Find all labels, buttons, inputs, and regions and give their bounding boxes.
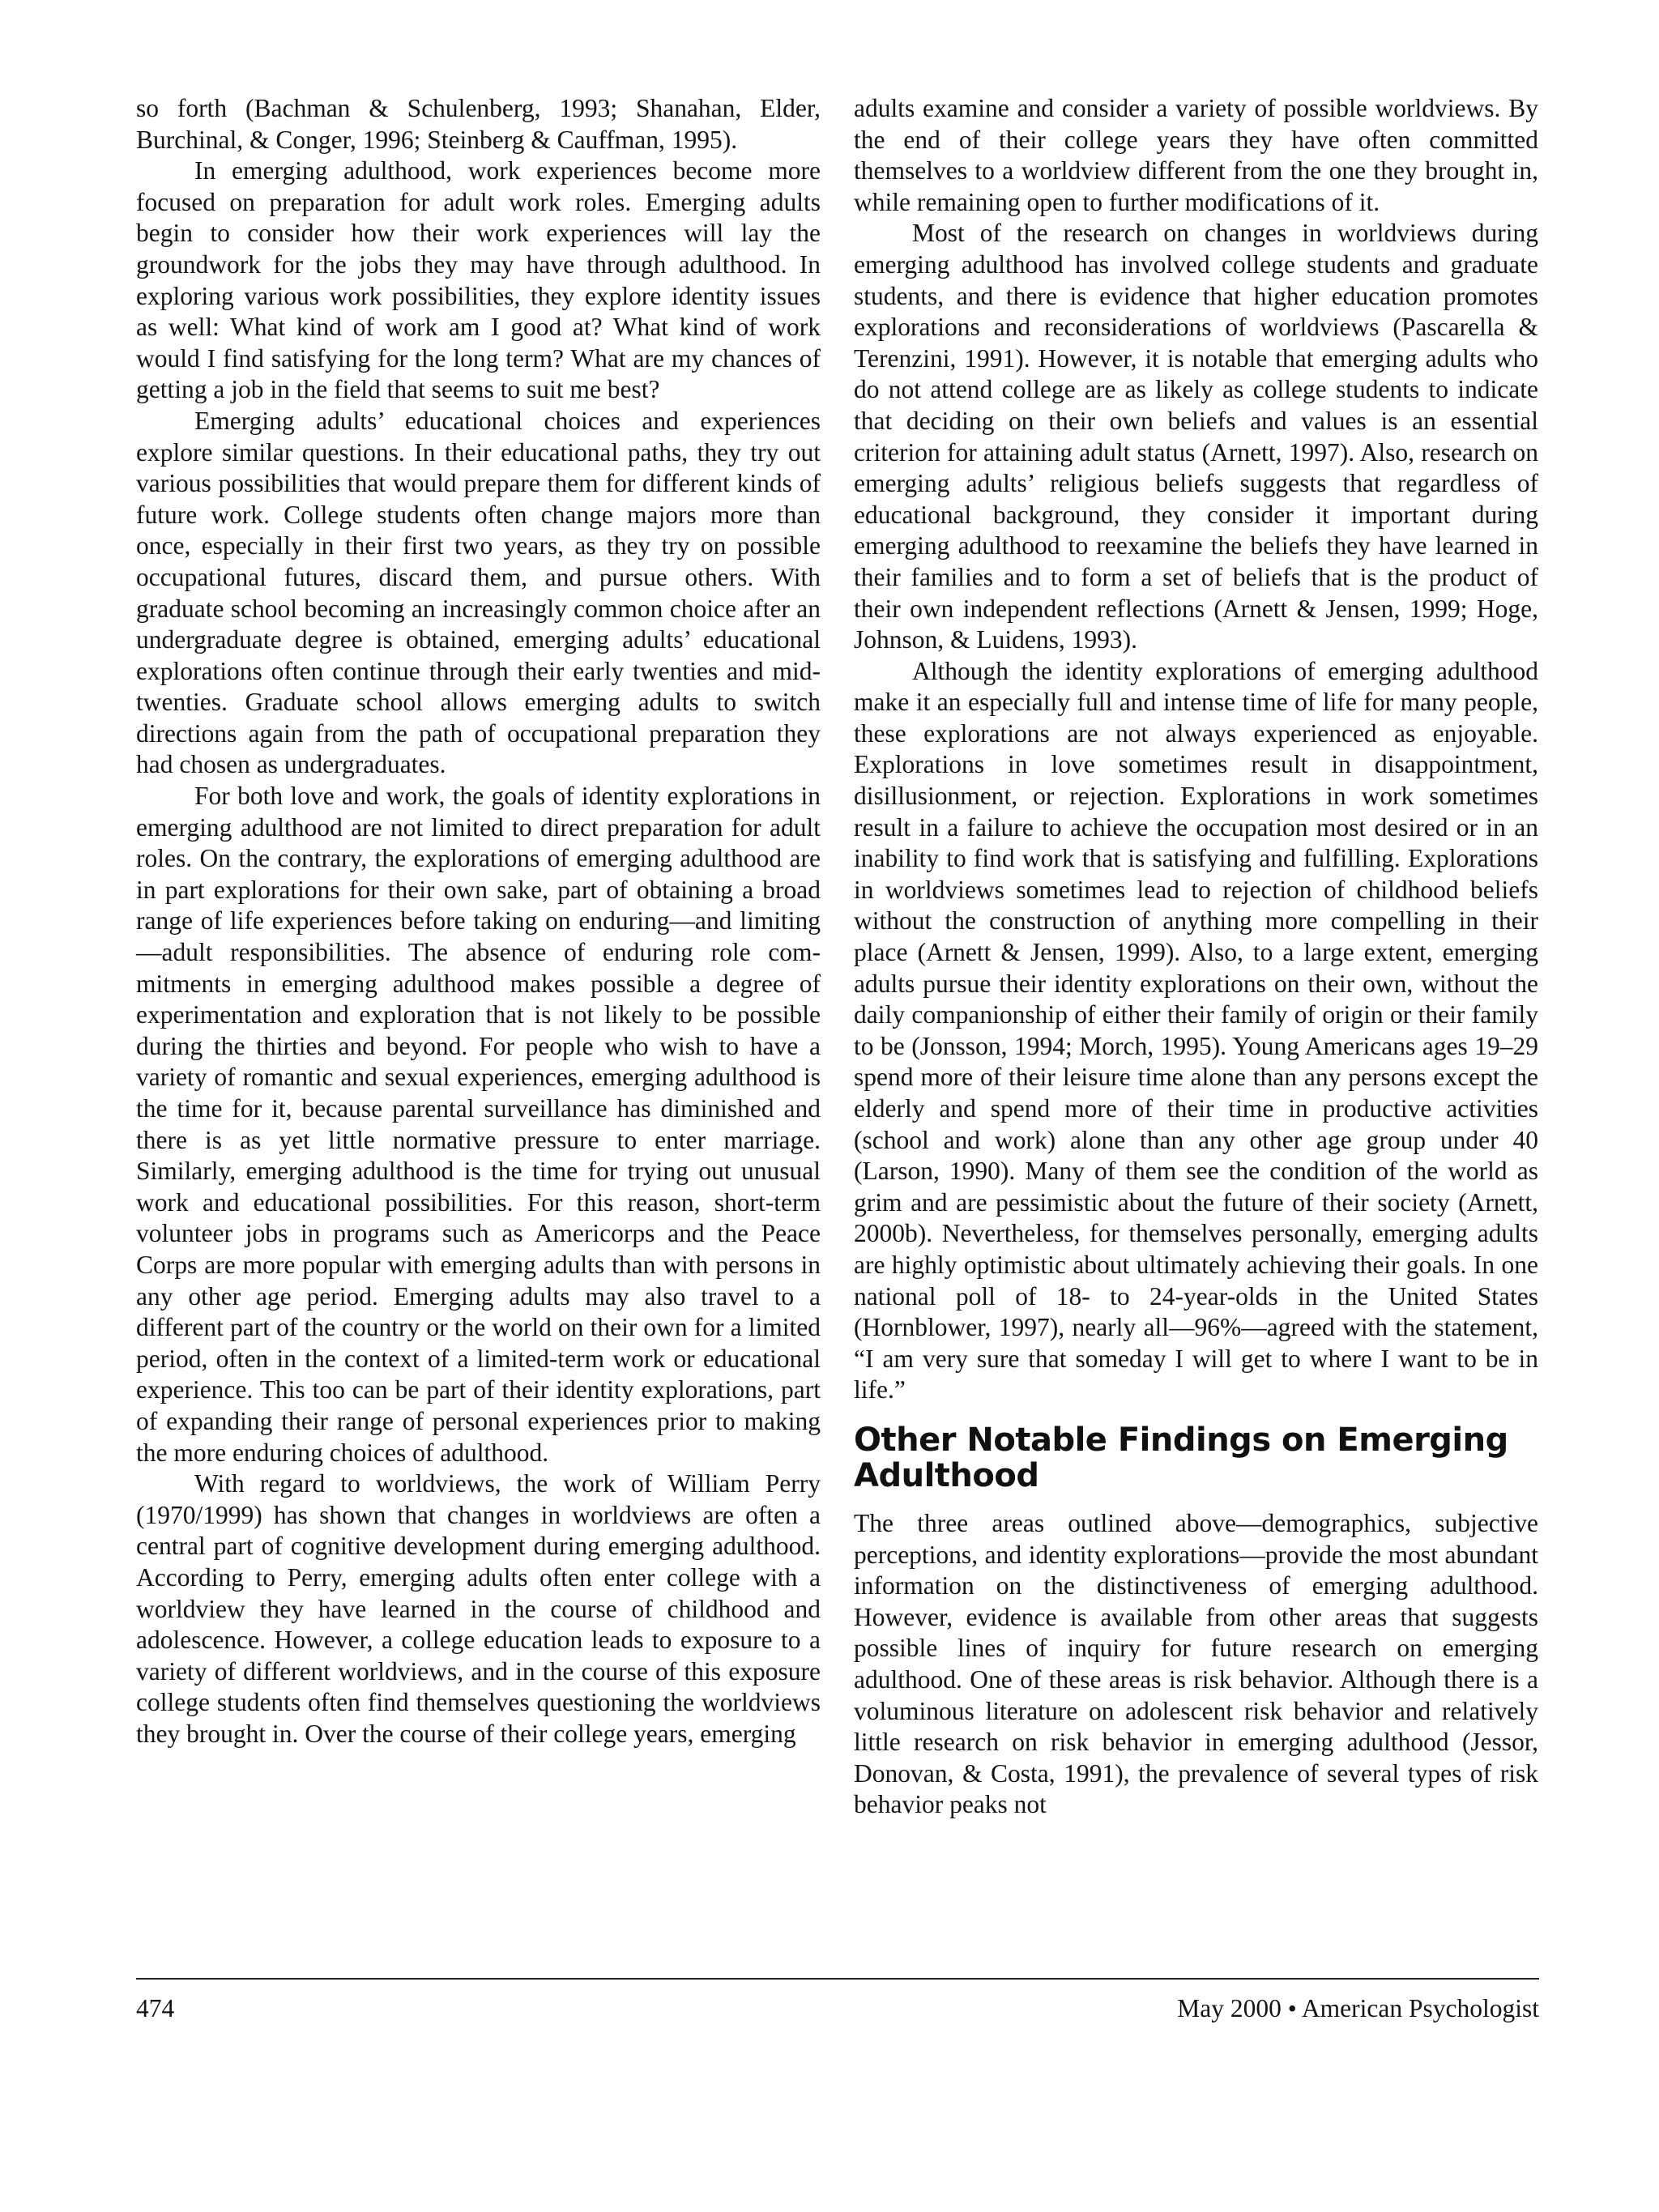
footer-divider xyxy=(136,1978,1539,1980)
paragraph: adults examine and consider a variety of possible worldviews. By the end of their college years they have often committed themselves to a worldview different from the one they brought in, while remaining open to further modifications of it. xyxy=(854,94,1538,216)
paragraph: For both love and work, the goals of identity explorations in emerging adulthood are not limited to direct preparation for adult roles. On the contrary, the explorations of emerging adulthood are in part explorations for their own sake, part of obtaining a broad range of life experiences before taking on enduring—and limiting—adult responsibilities. The absence of enduring role commitments in emerging adulthood makes possible a degree of experimentation and exploration that is not likely to be possible during the thirties and beyond. For people who wish to have a variety of romantic and sexual experiences, emerging adulthood is the time for it, because parental surveillance has diminished and there is as yet little normative pressure to enter marriage. Similarly, emerging adulthood is the time for trying out unusual work and educational possibilities. For this reason, short-term volunteer jobs in programs such as Americorps and the Peace Corps are more popular with emerging adults than with persons in any other age period. Emerging adults may also travel to a different part of the country or the world on their own for a limited period, often in the context of a limited-term work or educational experience. This too can be part of their identity explorations, part of expanding their range of personal experiences prior to making the more enduring choices of adulthood. xyxy=(136,782,821,1467)
running-footer: May 2000 • American Psychologist xyxy=(1177,1994,1539,2022)
left-column xyxy=(136,93,821,1750)
paragraph: The three areas outlined above—demographics, subjective perceptions, and identity explorations—provide the most abundant information on the distinctiveness of emerging adulthood. However, evidence is available from other areas that suggests possible lines of inquiry for future research on emerging adulthood. One of these areas is risk behavior. Although there is a voluminous literature on adolescent risk behavior and relatively little research on risk behavior in emerging adulthood (Jessor, Donovan, & Costa, 1991), the prevalence of several types of risk behavior peaks not xyxy=(854,1508,1538,1819)
paragraph: Although the identity explorations of emerging adulthood make it an especially full and intense time of life for many people, these explorations are not always experienced as enjoyable. Explorations in love sometimes result in disappointment, disillusionment, or rejection. Explorations in work sometimes result in a failure to achieve the occupation most desired or in an inability to find work that is satisfying and fulfilling. Explorations in worldviews sometimes lead to rejection of childhood beliefs without the construction of anything more compelling in their place (Arnett & Jensen, 1999). Also, to a large extent, emerging adults pursue their identity explorations on their own, without the daily companionship of either their family of origin or their family to be (Jonsson, 1994; Morch, 1995). Young Americans ages 19–29 spend more of their leisure time alone than any persons except the elderly and spend more of their time in productive activities (school and work) alone than any other age group under 40 (Larson, 1990). Many of them see the condition of the world as grim and are pessimistic about the future of their society (Arnett, 2000b). Nevertheless, for themselves personally, emerging adults are highly optimistic about ultimately achieving their goals. In one national poll of 18- to 24-year-olds in the United States (Hornblower, 1997), nearly all—96%—agreed with the statement, “I am very sure that someday I will get to where I want to be in life.” xyxy=(854,656,1538,1404)
right-column xyxy=(854,93,1538,1821)
paragraph: Emerging adults’ educational choices and experiences explore similar questions. In their educational paths, they try out various possibilities that would prepare them for different kinds of future work. College students often change majors more than once, especially in their first two years, as they try on possible occupational futures, discard them, and pursue others. With graduate school becoming an increasingly common choice after an undergraduate degree is obtained, emerging adults’ educational explorations often continue through their early twenties and mid-twenties. Graduate school allows emerging adults to switch directions again from the path of occupational preparation they had chosen as undergraduates. xyxy=(136,406,821,779)
page-number: 474 xyxy=(136,1994,175,2022)
section-heading: Other Notable Findings on Emerging Adulthood xyxy=(854,1421,1508,1494)
paragraph: With regard to worldviews, the work of William Perry (1970/1999) has shown that changes in worldviews are often a central part of cognitive development during emerging adulthood. According to Perry, emerging adults often enter college with a worldview they have learned in the course of childhood and adolescence. However, a college education leads to exposure to a variety of different worldviews, and in the course of this exposure college students often find themselves questioning the worldviews they brought in. Over the course of their college years, emerging xyxy=(136,1469,821,1748)
paragraph: In emerging adulthood, work experiences become more focused on preparation for adult work roles. Emerging adults begin to consider how their work experiences will lay the groundwork for the jobs they may have through adulthood. In exploring various work possibilities, they explore identity issues as well: What kind of work am I good at? What kind of work would I find satisfying for the long term? What are my chances of getting a job in the field that seems to suit me best? xyxy=(136,156,821,404)
paragraph: Most of the research on changes in worldviews during emerging adulthood has involved college students and graduate students, and there is evidence that higher education promotes explorations and reconsiderations of worldviews (Pascarella & Terenzini, 1991). However, it is notable that emerging adults who do not attend college are as likely as college students to indicate that deciding on their own beliefs and values is an essential criterion for attaining adult status (Arnett, 1997). Also, research on emerging adults’ religious beliefs suggests that regardless of educational background, they consider it important during emerging adulthood to reexamine the beliefs they have learned in their families and to form a set of beliefs that is the product of their own independent reflections (Arnett & Jensen, 1999; Hoge, Johnson, & Luidens, 1993). xyxy=(854,219,1538,654)
paragraph: so forth (Bachman & Schulenberg, 1993; Shanahan, Elder, Burchinal, & Conger, 1996; Steinberg & Cauffman, 1995). xyxy=(136,94,821,154)
